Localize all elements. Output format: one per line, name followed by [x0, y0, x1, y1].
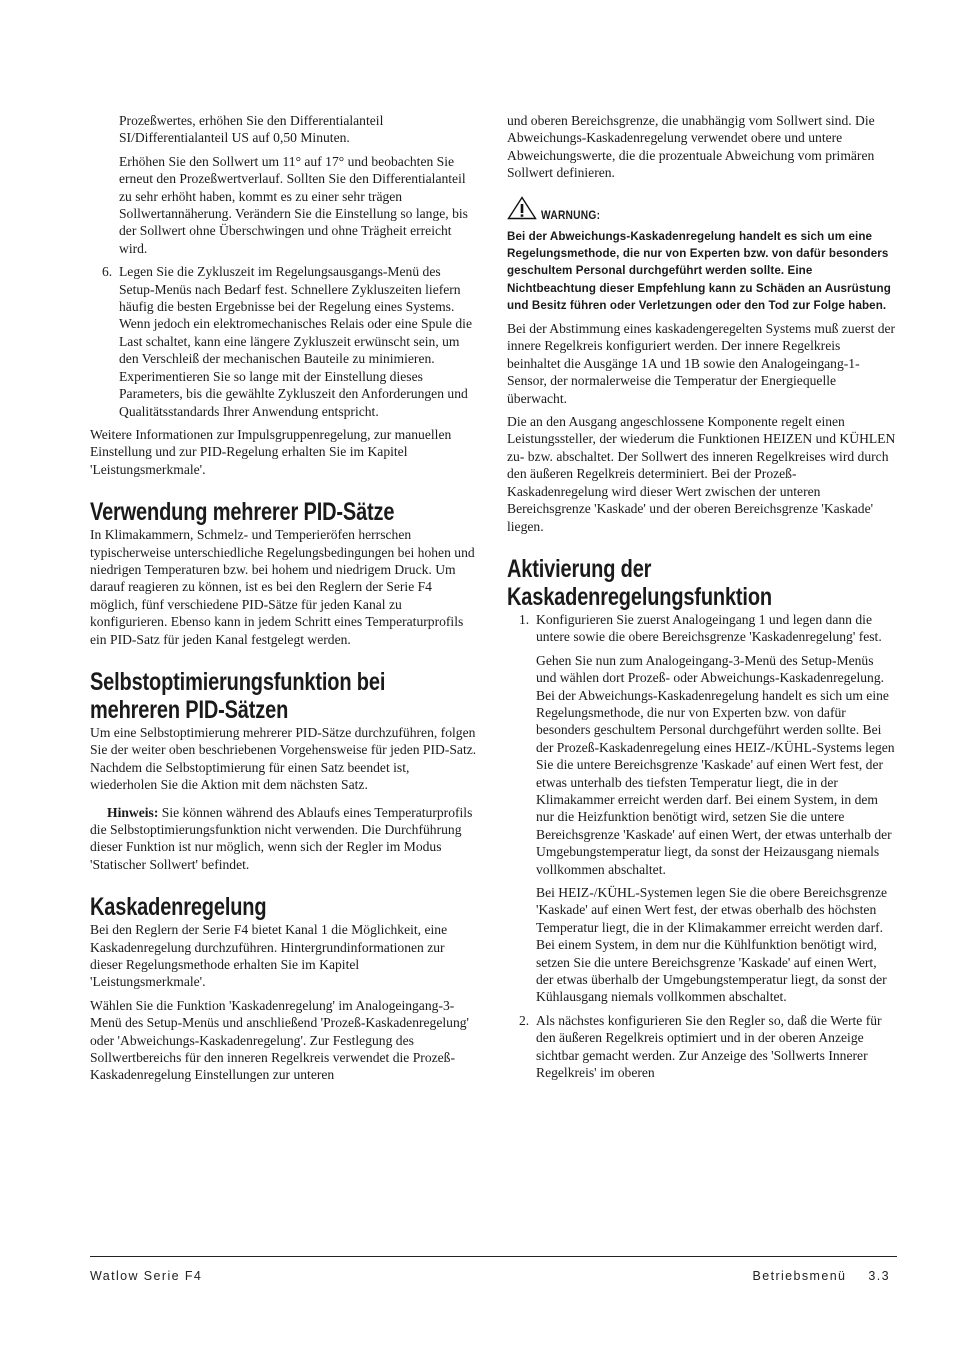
heading-line: Aktivierung der: [507, 554, 652, 583]
heading-activation: [507, 555, 819, 611]
step-1: [519, 611, 897, 646]
note-label: Hinweis:: [107, 804, 159, 820]
step-1-paragraph-2: Gehen Sie nun zum Analogeingang-3-Menü des Setup-Menüs und wählen dort Prozeß- oder Abweichungs-Kaskadenregelung. Bei der Abweichungs-Kaskadenregelung handelt es sich um eine Regelungsmethode, die nur von Experten bzw. von dafür besonders geschultem Personal durchgeführt werden sollte. Bei der Prozeß-Kaskadenregelung eines HEIZ-/KÜHL-Systems legen Sie die untere Bereichsgrenze 'Kaskade' auf einen Wert fest, der etwas unterhalb des tiefsten Temperatur liegt, die in der Klimakammer erreicht werden darf. Bei einem System, in dem nur die Heizfunktion benötigt wird, setzen Sie die untere Bereichsgrenze 'Kaskade' auf einen Wert, der etwas unterhalb der Umgebungstemperatur liegt, da sonst der Heizausgang niemals vollkommen abschaltet.: [536, 652, 895, 877]
step-text: Konfigurieren Sie zuerst Analogeingang 1 und legen dann die untere sowie die obere Bereichsgrenze 'Kaskadenregelung' fest.: [536, 611, 882, 645]
heading-pid-sets: Verwendung mehrerer PID-Sätze: [90, 498, 395, 527]
output-paragraph: Die an den Ausgang angeschlossene Komponente regelt einen Leistungssteller, der wiederum die Funktionen HEIZEN und KÜHLEN zu- bzw. abschaltet. Der Sollwert des inneren Regelkreises wird durch den äußeren Regelkreis determiniert. Bei der Prozeß-Kaskadenregelung wird dieser Wert zwischen der unteren Bereichsgrenze 'Kaskade' und der oberen Bereichsgrenze 'Kaskade' liegen.: [507, 414, 896, 534]
step-6: [102, 263, 478, 420]
more-info-paragraph: Weitere Informationen zur Impulsgruppenregelung, zur manuellen Einstellung und zur PID-Regelung erhalten Sie im Kapitel 'Leistungsmerkmale'.: [90, 426, 452, 477]
continued-paragraph: Prozeßwertes, erhöhen Sie den Differentialanteil SI/Differentialanteil US auf 0,50 Minuten.: [119, 113, 384, 146]
left-column: [90, 112, 478, 1090]
footer-page-number: 3.3: [868, 1269, 890, 1283]
footer-section-name: Betriebsmenü: [752, 1269, 847, 1283]
step-number: 6.: [102, 264, 113, 280]
footer-product: Watlow Serie F4: [90, 1269, 203, 1283]
step-text: Legen Sie die Zykluszeit im Regelungsausgangs-Menü des Setup-Menüs nach Bedarf fest. Schnellere Zykluszeiten liefern häufig die besten Ergebnisse bei der Regelung eines Systems. Wenn jedoch ein elektromechanisches Relais oder eine Spule die Last schaltet, kann eine längere Zykluszeit erwünscht sein, um den Verschleiß der mechanischen Bauteile zu minimieren. Experimentieren Sie so lange mit der Einstellung dieses Parameters, bis die gewählte Zykluszeit den Anforderungen und Qualitätsstandards Ihrer Anwendung entspricht.: [119, 264, 472, 419]
warning-text: Bei der Abweichungs-Kaskadenregelung handelt es sich um eine Regelungsmethode, die nur von Experten bzw. von dafür besonders geschultem Personal durchgeführt werden sollte. Eine Nichtbeachtung dieser Empfehlung kann zu Schäden an Ausrüstung und Besitz führen oder Verletzungen oder den Tod zur Folge haben.: [507, 230, 891, 312]
heading-line: Selbstoptimierungsfunktion bei: [90, 667, 386, 696]
note-paragraph: [90, 804, 478, 874]
note-text: Sie können während des Ablaufs eines Temperaturprofils die Selbstoptimierungsfunktion nicht verwenden. Die Durchführung dieser Funktion ist nur möglich, wenn sich der Regler im Modus 'Statischer Sollwert' befindet.: [90, 804, 473, 872]
continued-paragraph: und oberen Bereichsgrenze, die unabhängig vom Sollwert sind. Die Abweichungs-Kaskadenregelung verwendet obere und untere Abweichungswerte, die die prozentuale Abweichung vom primären Sollwert definieren.: [507, 113, 875, 181]
footer-rule: [90, 1256, 897, 1257]
warning-title: WARNUNG:: [541, 207, 601, 222]
step-number: 1.: [519, 611, 530, 627]
cascade-paragraph-1: Bei den Reglern der Serie F4 bietet Kanal 1 die Möglichkeit, eine Kaskadenregelung durchzuführen. Hintergrundinformationen zur dieser Regelungsmethode erhalten Sie im Kapitel 'Leistungsmerkmale'.: [90, 922, 448, 990]
right-column: [507, 112, 897, 1087]
heading-line: Kaskadenregelungsfunktion: [507, 582, 772, 611]
pid-sets-paragraph: In Klimakammern, Schmelz- und Temperieröfen herrschen typischerweise unterschiedliche Regelungsbedingungen bei hohen und niedrigen Temperaturen bzw. bei hohem und niedrigem Druck. Um darauf reagieren zu können, ist es bei den Reglern der Serie F4 möglich, fünf verschiedene PID-Sätze für jeden Kanal zu konfigurieren. Ebenso kann in jedem Schritt eines Temperaturprofils ein PID-Satz für jeden Kanal festgelegt werden.: [90, 527, 475, 647]
step-2: [519, 1012, 897, 1082]
warning-triangle-icon: [507, 196, 537, 224]
heading-autotune: [90, 668, 400, 724]
autotune-paragraph: Um eine Selbstoptimierung mehrerer PID-Sätze durchzuführen, folgen Sie der weiter oben beschriebenen Vorgehensweise für jeden PID-Satz. Nachdem die Selbstoptimierung für einen Satz beendet ist, wiederholen Sie die Aktion mit dem nächsten Satz.: [90, 724, 477, 793]
cascade-paragraph-2: Wählen Sie die Funktion 'Kaskadenregelung' im Analogeingang-3-Menü des Setup-Menüs und anschließend 'Prozeß-Kaskadenregelung' oder 'Abweichungs-Kaskadenregelung'. Zur Festlegung des Sollwertbereichs für den inneren Regelkreis verwendet die Prozeß-Kaskadenregelung Einstellungen zur unteren: [90, 997, 470, 1083]
heading-line: mehreren PID-Sätzen: [90, 695, 289, 724]
footer-section: [752, 1269, 890, 1283]
warning-header: [507, 196, 897, 224]
step-text: Als nächstes konfigurieren Sie den Regler so, daß die Werte für den äußeren Regelkreis optimiert und in der oberen Anzeige sichtbar gemacht werden. Zur Anzeige des 'Sollwerts Innerer Regelkreis' im oberen: [536, 1012, 882, 1081]
step-1-paragraph-3: Bei HEIZ-/KÜHL-Systemen legen Sie die obere Bereichsgrenze 'Kaskade' auf einen Wert fest, der etwas oberhalb des höchsten Temperatur liegt, die in der Klimakammer erreicht werden darf. Bei einem System, in dem nur die Kühlfunktion benötigt wird, setzen Sie die untere Bereichsgrenze 'Kaskade' auf einen Wert, der etwas überhalb der Umgebungstemperatur liegt, da sonst der Kühlausgang niemals vollkommen abschaltet.: [536, 885, 888, 1005]
heading-cascade: Kaskadenregelung: [90, 893, 267, 922]
step-number: 2.: [519, 1012, 530, 1028]
setpoint-paragraph: Erhöhen Sie den Sollwert um 11° auf 17° und beobachten Sie erneut den Prozeßwertverlauf. Sollten Sie den Differentialanteil zu sehr erhöht haben, kommt es zu einer sehr trägen Sollwertannäherung. Verändern Sie die Einstellung so lange, bis der Sollwert ohne Überschwingen und ohne Trägheit erreicht wird.: [119, 153, 468, 256]
inner-loop-paragraph: Bei der Abstimmung eines kaskadengeregelten Systems muß zuerst der innere Regelkreis konfiguriert werden. Der innere Regelkreis beinhaltet die Ausgänge 1A und 1B sowie den Analogeingang-1-Sensor, der normalerweise die Temperatur der Energiequelle überwacht.: [507, 321, 896, 406]
